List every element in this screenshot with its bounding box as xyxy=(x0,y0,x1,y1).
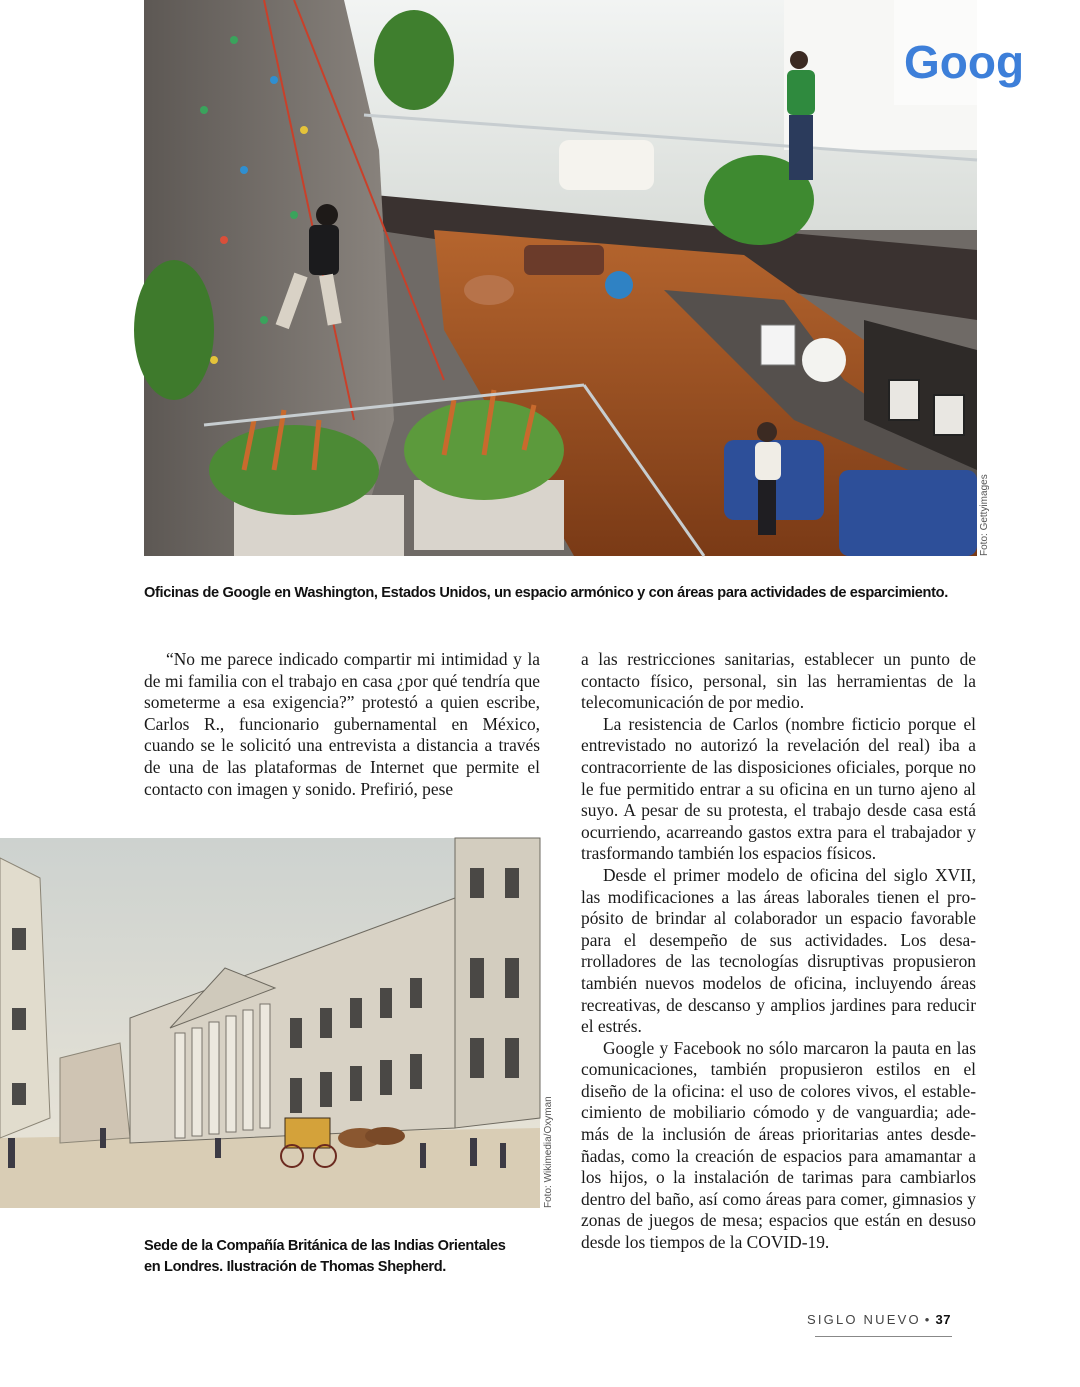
photo-credit-getty: Foto: Gettyimages xyxy=(979,474,990,556)
article-paragraph: a las restricciones sanitarias, establecer un punto de contacto físico, personal, sin las herramientas de la telecomunicación de por medio. xyxy=(581,649,976,713)
article-paragraph: Desde el primer modelo de oficina del siglo XVII, las modificaciones a las áreas laborales tienen el propósito de brindar al colaborador un espacio favorable para el desempeño de sus actividades. Los desarrolladores de las tecnologías disruptivas propusieron también nuevos modelos de oficina, incluyendo áreas recreativas, de descanso y amplios jardines para reducir el estrés. xyxy=(581,864,976,1037)
article-paragraph: Google y Facebook no sólo marcaron la pauta en las comunicaciones, también propusieron estilos en el diseño de la oficina: el uso de colores vivos, el establecimiento de mobiliario cómodo y de vanguardia; además de la inclusión de áreas prioritarias antes desdeñadas, como la creación de espacios para amamantar a los hijos, o la instalación de tarimas para cambiarlos dentro del baño, así como áreas para comer, gimnasios y zonas de juegos de mesa; espacios que están en desuso desde los tiempos de la COVID-19. xyxy=(581,1037,976,1253)
building-illustration xyxy=(0,838,540,1208)
illustration-credit-wikimedia: Foto: Wikimedia/Oxyman xyxy=(543,1096,554,1208)
top-photo-caption: Oficinas de Google en Washington, Estados Unidos, un espacio armónico y con áreas para actividades de esparcimiento. xyxy=(144,585,948,601)
east-india-house-illustration xyxy=(0,838,540,1208)
caption-line-2: en Londres. Ilustración de Thomas Shepherd. xyxy=(144,1259,447,1275)
google-sign-text: Goog xyxy=(904,36,1025,88)
article-paragraph: La resistencia de Carlos (nombre ficticio porque el entrevistado no autorizó la revelación del real) iba a contracorriente de las disposiciones oficiales, porque no le fue permitido entrar a su oficina en un turno ajeno al suyo. A pesar de su protesta, el trabajo desde casa está ocurriendo, acarreando gastos extra para el trabajador y trasformando también los espacios físicos. xyxy=(581,713,976,864)
article-column-right xyxy=(581,649,976,1254)
page-footer xyxy=(807,1312,951,1327)
article-paragraph: “No me parece indicado compartir mi intimidad y la de mi familia con el trabajo en casa ¿por qué tendría que someterme a esa exigencia?” protestó a quien escribe, Carlos R., funcionario gubernamental en México, cuando se le solicitó una entrevista a distancia a través de una de las plataformas de Internet que permite el contacto con imagen y sonido. Prefirió, pese xyxy=(144,649,540,799)
bottom-illustration-caption xyxy=(144,1236,564,1278)
magazine-name: SIGLO NUEVO xyxy=(806,1312,921,1327)
footer-rule xyxy=(815,1336,952,1337)
article-column-left xyxy=(144,649,540,800)
caption-line-1: Sede de la Compañía Británica de las Indias Orientales xyxy=(144,1238,506,1254)
footer-separator: • xyxy=(924,1312,932,1327)
page-number: 37 xyxy=(935,1312,951,1327)
